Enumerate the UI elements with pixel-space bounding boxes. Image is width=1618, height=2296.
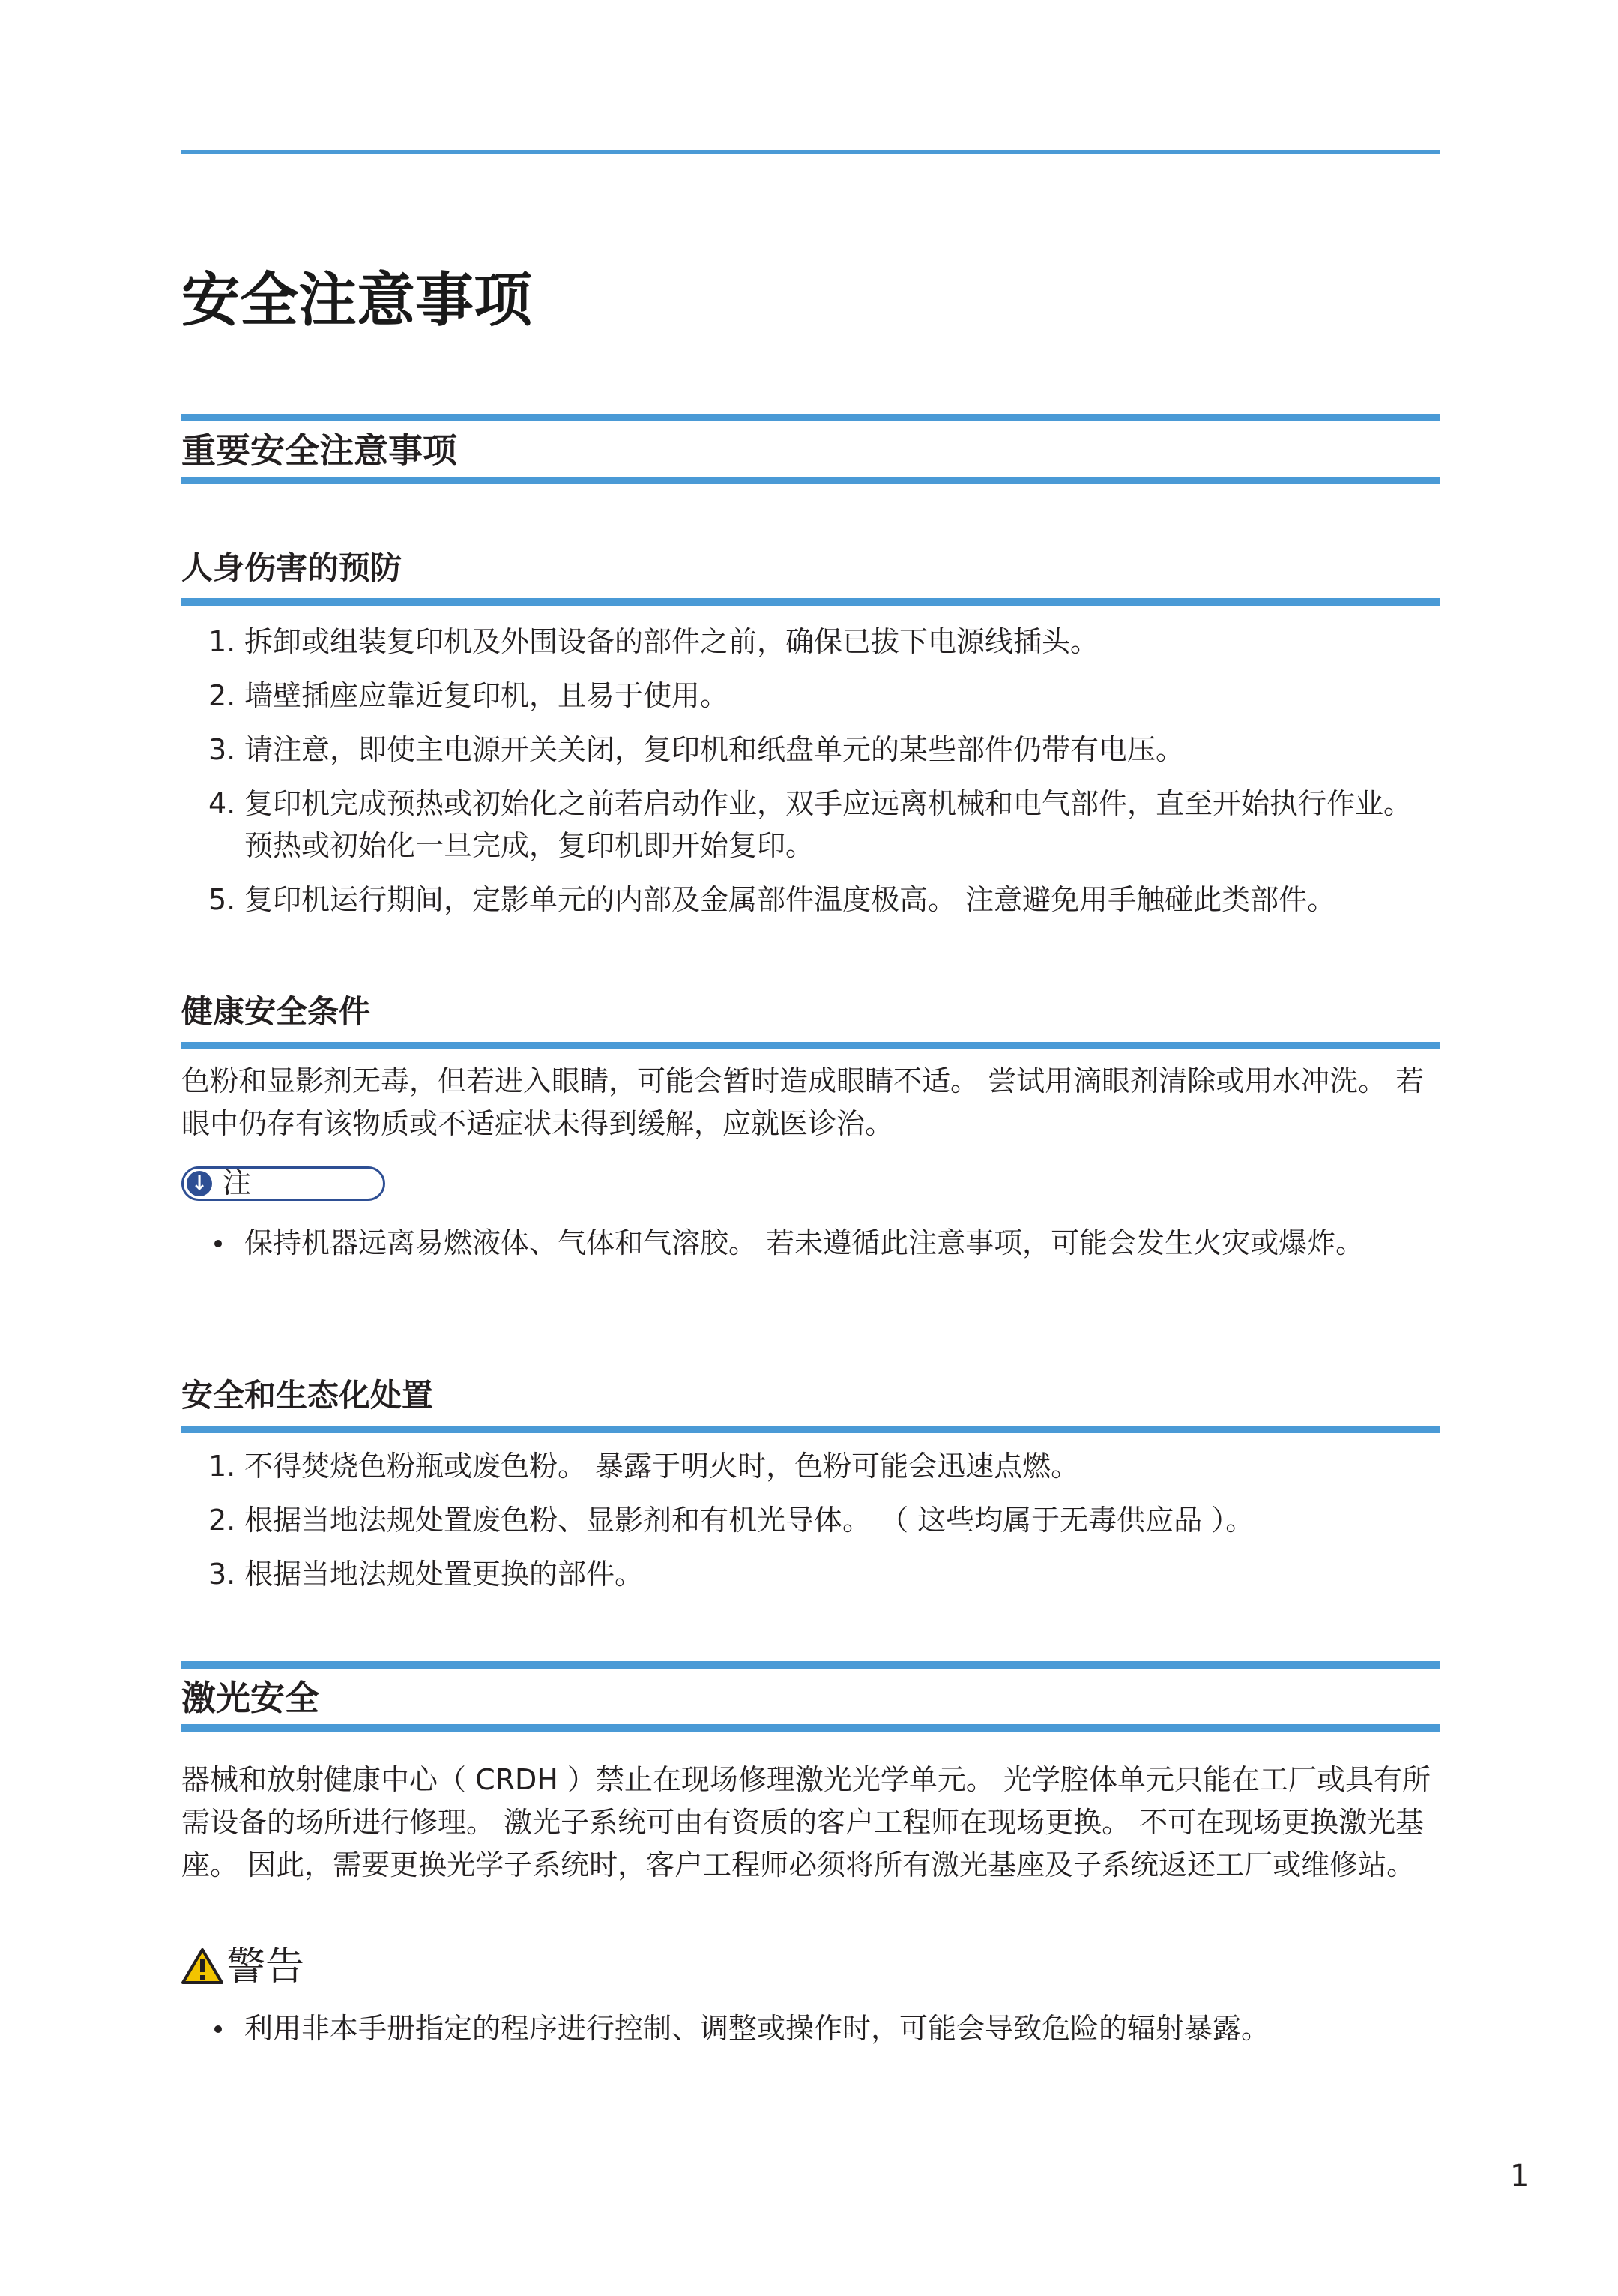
list-item: [181, 879, 1440, 920]
subheading-rule: [181, 1042, 1440, 1049]
list-item-number: 2.: [208, 1504, 236, 1537]
bullet-icon: [214, 1240, 222, 1247]
list-item: [181, 1499, 1440, 1541]
warning-label: 警告: [226, 1944, 305, 1989]
section-heading-laser-safety: [181, 1661, 1440, 1732]
list-item: [181, 1553, 1440, 1595]
bullet-item: [181, 2007, 1440, 2050]
list-item-number: 3.: [208, 733, 236, 766]
laser-safety-paragraph: 器械和放射健康中心（ CRDH ）禁止在现场修理激光光学单元。 光学腔体单元只能在工厂或具有所需设备的场所进行修理。 激光子系统可由有资质的客户工程师在现场更换。 不可在现场更换激光基座。 因此，需要更换光学子系统时，客户工程师必须将所有激光基座及子系统返还工厂或维修站。: [181, 1763, 1431, 1881]
section-bottom-rule: [181, 1724, 1440, 1732]
list-item-number: 2.: [208, 679, 236, 712]
section-heading-important-safety: [181, 414, 1440, 484]
bullet-item: [181, 1222, 1440, 1265]
note-label: 注: [223, 1166, 252, 1199]
subheading-injury-prevention: 人身伤害的预防: [181, 549, 402, 586]
list-item-number: 4.: [208, 787, 236, 820]
warning-bullet-list: [181, 2007, 1440, 2050]
list-item: [181, 1445, 1440, 1487]
list-item-text: 根据当地法规处置废色粉、显影剂和有机光导体。 （ 这些均属于无毒供应品 ）。: [244, 1504, 1255, 1537]
list-item-number: 5.: [208, 883, 236, 916]
health-safety-paragraph: 色粉和显影剂无毒，但若进入眼睛，可能会暂时造成眼睛不适。 尝试用滴眼剂清除或用水冲洗。 若眼中仍存有该物质或不适症状未得到缓解，应就医诊治。: [181, 1064, 1425, 1140]
subheading-rule: [181, 598, 1440, 606]
list-item: [181, 729, 1440, 771]
list-item-text: 墙壁插座应靠近复印机，且易于使用。: [244, 679, 729, 712]
subheading-disposal: 安全和生态化处置: [181, 1377, 434, 1414]
subheading-health-safety: 健康安全条件: [181, 993, 371, 1030]
bullet-icon: [214, 2025, 222, 2033]
list-item: [181, 621, 1440, 663]
list-item-number: 1.: [208, 1450, 236, 1483]
subheading-rule: [181, 1426, 1440, 1433]
list-item-text: 拆卸或组装复印机及外围设备的部件之前，确保已拔下电源线插头。: [244, 625, 1099, 658]
list-item-text: 不得焚烧色粉瓶或废色粉。 暴露于明火时，色粉可能会迅速点燃。: [244, 1450, 1080, 1483]
list-item: [181, 675, 1440, 717]
down-arrow-icon: ↓: [187, 1171, 212, 1196]
page-title: 安全注意事项: [181, 267, 533, 334]
bullet-text: 保持机器远离易燃液体、气体和气溶胶。 若未遵循此注意事项，可能会发生火灾或爆炸。: [244, 1226, 1365, 1259]
section-top-rule: [181, 1661, 1440, 1669]
section-top-rule: [181, 414, 1440, 421]
top-rule: [181, 150, 1440, 154]
list-item-text: 根据当地法规处置更换的部件。: [244, 1558, 644, 1591]
list-item-text: 复印机完成预热或初始化之前若启动作业，双手应远离机械和电气部件，直至开始执行作业。 预热或初始化一旦完成，复印机即开始复印。: [244, 787, 1413, 862]
section-heading-text: 激光安全: [181, 1678, 319, 1718]
bullet-text: 利用非本手册指定的程序进行控制、调整或操作时，可能会导致危险的辐射暴露。: [244, 2012, 1270, 2045]
list-item-number: 3.: [208, 1558, 236, 1591]
list-item-number: 1.: [208, 625, 236, 658]
list-item-text: 请注意，即使主电源开关关闭，复印机和纸盘单元的某些部件仍带有电压。: [244, 733, 1185, 766]
list-item: [181, 783, 1440, 867]
injury-prevention-list: [181, 621, 1440, 932]
page-number: 1: [1510, 2159, 1530, 2193]
note-badge: [181, 1166, 385, 1201]
section-heading-text: 重要安全注意事项: [181, 430, 457, 471]
section-bottom-rule: [181, 477, 1440, 484]
disposal-list: [181, 1445, 1440, 1607]
warning-triangle-icon: [181, 1947, 223, 1985]
note-bullet-list: [181, 1222, 1440, 1265]
list-item-text: 复印机运行期间，定影单元的内部及金属部件温度极高。 注意避免用手触碰此类部件。: [244, 883, 1336, 916]
